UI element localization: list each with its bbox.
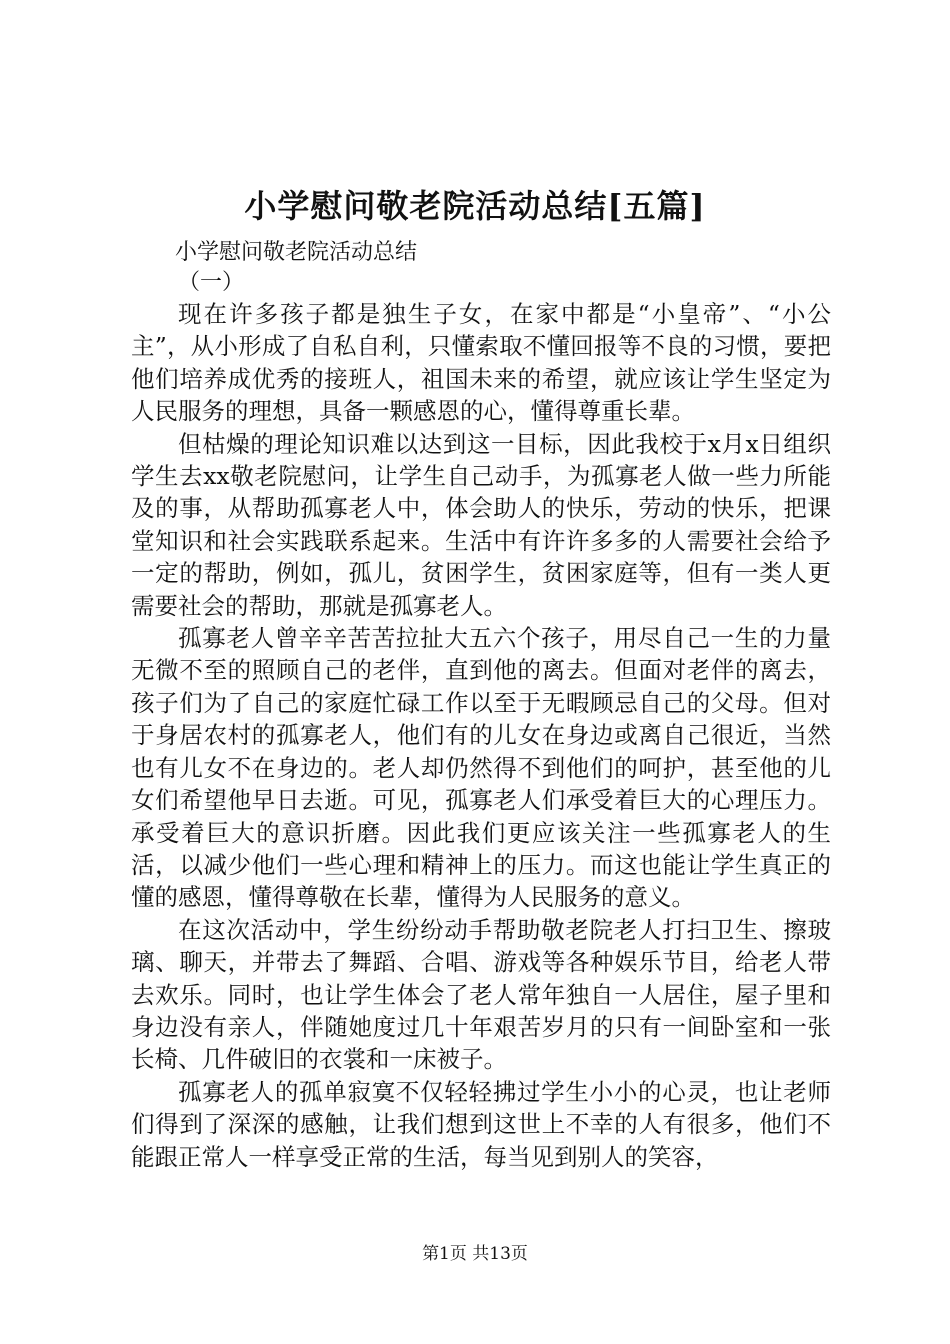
paragraph: 孤寡老人的孤单寂寞不仅轻轻拂过学生小小的心灵，也让老师们得到了深深的感触，让我们想到这世上不幸的人有很多，他们不能跟正常人一样享受正常的生活，每当见到别人的笑容，	[131, 1077, 831, 1171]
page-footer: 第1页 共13页	[422, 1244, 528, 1264]
document-title: 小学慰问敬老院活动总结[五篇]	[244, 187, 706, 225]
paragraph: 但枯燥的理论知识难以达到这一目标，因此我校于x月x日组织学生去xx敬老院慰问，让学生自己动手，为孤寡老人做一些力所能及的事，从帮助孤寡老人中，体会助人的快乐，劳动的快乐，把课堂知识和社会实践联系起来。生活中有许许多多的人需要社会给予一定的帮助，例如，孤儿，贫困学生，贫困家庭等，但有一类人更需要社会的帮助，那就是孤寡老人。	[131, 429, 831, 620]
paragraph: 在这次活动中，学生纷纷动手帮助敬老院老人打扫卫生、擦玻璃、聊天，并带去了舞蹈、合唱、游戏等各种娱乐节目，给老人带去欢乐。同时，也让学生体会了老人常年独自一人居住，屋子里和身边没有亲人，伴随她度过几十年艰苦岁月的只有一间卧室和一张长椅、几件破旧的衣裳和一床被子。	[131, 915, 831, 1074]
document-subtitle: 小学慰问敬老院活动总结	[175, 240, 418, 265]
paragraph: 孤寡老人曾辛辛苦苦拉扯大五六个孩子，用尽自己一生的力量无微不至的照顾自己的老伴，直到他的离去。但面对老伴的离去，孩子们为了自己的家庭忙碌工作以至于无暇顾忌自己的父母。但对于身居农村的孤寡老人，他们有的儿女在身边或离自己很近，当然也有儿女不在身边的。老人却仍然得不到他们的呵护，甚至他的儿女们希望他早日去逝。可见，孤寡老人们承受着巨大的心理压力。承受着巨大的意识折磨。因此我们更应该关注一些孤寡老人的生活，以减少他们一些心理和精神上的压力。而这也能让学生真正的懂的感恩，懂得尊敬在长辈，懂得为人民服务的意义。	[131, 624, 831, 912]
section-label: （一）	[178, 270, 245, 295]
paragraph: 现在许多孩子都是独生子女，在家中都是“小皇帝”、“小公主”，从小形成了自私自利，只懂索取不懂回报等不良的习惯，要把他们培养成优秀的接班人，祖国未来的希望，就应该让学生坚定为人民服务的理想，具备一颗感恩的心，懂得尊重长辈。	[131, 300, 831, 426]
body-text	[131, 298, 831, 1173]
